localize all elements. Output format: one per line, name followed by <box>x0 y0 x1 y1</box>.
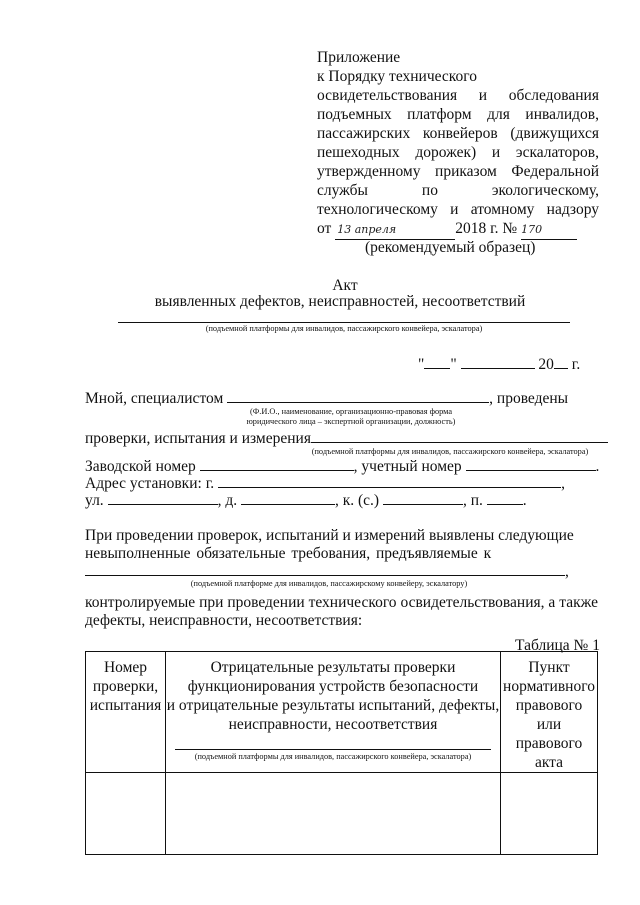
appendix-line-2: освидетельствования и обследования <box>317 87 599 104</box>
building-label: , к. (с.) <box>334 492 380 509</box>
col3-line-5: правового <box>515 735 583 752</box>
specialist-suffix: , проведены <box>489 390 569 407</box>
entrance-label: , п. <box>462 492 483 509</box>
findings-line-end: , <box>565 563 569 580</box>
street-field <box>108 504 218 505</box>
number-field <box>521 219 577 240</box>
table-label: Таблица № 1 <box>515 637 600 654</box>
house-label: , д. <box>217 492 238 509</box>
act-subtitle: выявленных дефектов, неисправностей, несоответствий <box>154 293 526 310</box>
appendix-line-4: пассажирских конвейеров (движущихся <box>317 125 599 142</box>
specialist-caption-2: юридического лица – экспертной организации, должность) <box>246 417 456 426</box>
appendix-line-7: службы по экологическому, <box>317 182 599 199</box>
table-header-row <box>86 652 598 773</box>
appendix-line-8: технологическому и атомному надзору <box>317 201 599 218</box>
year-field <box>554 368 568 369</box>
appendix-line-3: подъемных платформ для инвалидов, <box>317 106 599 123</box>
checks-field <box>311 442 608 443</box>
checks-label: проверки, испытания и измерения <box>85 430 311 447</box>
city-end: , <box>561 475 565 492</box>
col1-line-3: испытания <box>89 697 162 714</box>
handwritten-date: 13 апреля <box>337 223 397 236</box>
serial-label: Заводской номер <box>85 458 196 475</box>
appendix-block <box>317 48 599 240</box>
col2-line-2: функционирования устройств безопасности <box>187 678 479 695</box>
serial-field <box>200 470 354 471</box>
specialist-label: Мной, специалистом <box>85 390 224 407</box>
object-line <box>118 322 570 323</box>
house-field <box>241 504 335 505</box>
col3-line-6: акта <box>534 754 564 771</box>
col2-line-1: Отрицательные результаты проверки <box>210 659 456 676</box>
findings-field <box>85 575 565 576</box>
appendix-title: Приложение <box>317 49 401 66</box>
table-cell-clause <box>501 773 598 855</box>
col2-field-line <box>175 749 491 750</box>
appendix-line-1: к Порядку технического <box>317 68 477 85</box>
col1-line-1: Номер <box>103 659 148 676</box>
col3-line-3: правового <box>515 697 583 714</box>
specialist-field <box>227 402 489 403</box>
object-caption: (подъемной платформы для инвалидов, пассажирского конвейера, эскалатора) <box>205 324 483 333</box>
findings-line-3: контролируемые при проведении технического освидетельствования, а также <box>85 594 598 611</box>
col3-line-4: или <box>536 716 562 733</box>
address-label: Адрес установки: <box>85 475 202 492</box>
findings-line-4: дефекты, неисправности, несоответствия: <box>85 612 363 629</box>
from-label: от <box>317 220 332 237</box>
building-field <box>383 504 463 505</box>
table-row <box>86 773 598 855</box>
handwritten-number: 170 <box>521 223 543 236</box>
year-suffix: г. <box>571 356 581 373</box>
account-field <box>466 470 596 471</box>
col3-line-2: нормативного <box>503 678 595 695</box>
findings-caption: (подъемной платформе для инвалидов, пассажирскому конвейеру, эскалатору) <box>190 579 468 588</box>
act-date-row <box>418 355 580 374</box>
year-prefix: 20 <box>538 356 554 373</box>
appendix-line-5: пешеходных дорожек) и эскалаторов, <box>317 144 599 161</box>
header-cell-results <box>166 652 501 773</box>
checks-row <box>85 429 608 448</box>
table-cell-number <box>86 773 166 855</box>
month-field <box>461 368 535 369</box>
col2-line-3: и отрицательные результаты испытаний, дефекты, <box>166 697 500 714</box>
day-field <box>424 368 450 369</box>
year-number-text: 2018 г. № <box>455 220 518 237</box>
city-field <box>218 487 561 488</box>
col3-line-1: Пункт <box>528 659 570 676</box>
street-label: ул. <box>85 492 104 509</box>
account-label: , учетный номер <box>353 458 462 475</box>
serial-end: . <box>595 458 600 475</box>
date-quote-open: " <box>418 356 425 373</box>
specialist-row <box>85 389 568 408</box>
city-label: г. <box>205 475 215 492</box>
findings-line-2: невыполненные обязательные требования, предъявляемые к <box>85 545 492 562</box>
findings-line-1: При проведении проверок, испытаний и измерений выявлены следующие <box>85 527 574 544</box>
table-cell-results <box>166 773 501 855</box>
checks-caption: (подъемной платформы для инвалидов, пассажирского конвейера, эскалатора) <box>311 447 589 456</box>
appendix-line-6: утвержденному приказом Федеральной <box>317 163 599 180</box>
address-end: . <box>522 492 527 509</box>
specialist-caption-1: (Ф.И.О., наименование, организационно-правовая форма <box>249 407 453 416</box>
entrance-field <box>487 504 523 505</box>
date-field <box>335 219 455 240</box>
defects-table <box>85 651 598 855</box>
date-quote-close: " <box>450 356 457 373</box>
act-title: Акт <box>332 277 358 294</box>
col2-line-4: неисправности, несоответствия <box>228 716 438 733</box>
col2-caption: (подъемной платформы для инвалидов, пассажирского конвейера, эскалатора) <box>194 752 472 761</box>
recommended-sample: (рекомендуемый образец) <box>365 239 536 256</box>
appendix-date-row <box>317 219 599 240</box>
header-cell-number <box>86 652 166 773</box>
header-cell-clause <box>501 652 598 773</box>
col1-line-2: проверки, <box>92 678 159 695</box>
street-row <box>85 491 527 510</box>
